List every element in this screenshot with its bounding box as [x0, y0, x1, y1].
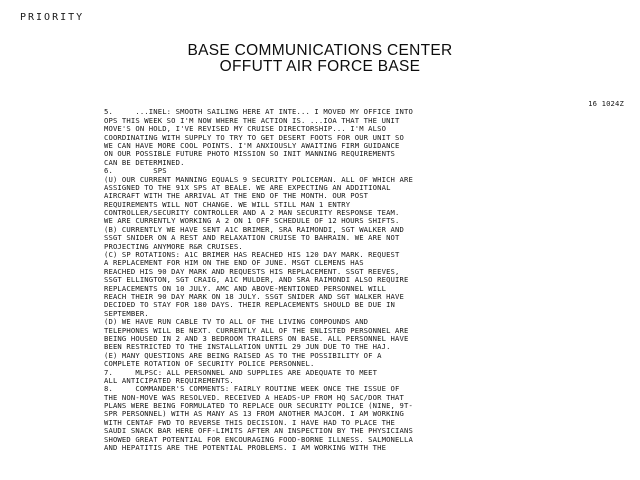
text-line: TELEPHONES WILL BE NEXT. CURRENTLY ALL OF THE ENLISTED PERSONNEL ARE [104, 326, 409, 335]
date-time-group: 16 1024Z [588, 100, 624, 108]
text-line: MOVE'S ON HOLD, I'VE REVISED MY CRUISE DIRECTORSHIP... I'M ALSO [104, 125, 387, 134]
text-line: AIRCRAFT WITH THE ARRIVAL AT THE END OF THE MONTH. OUR POST [104, 192, 369, 201]
text-line: 5. ...INEL: SMOOTH SAILING HERE AT INTE... I MOVED MY OFFICE INTO [104, 108, 413, 117]
text-line: SHOWED GREAT POTENTIAL FOR ENCOURAGING FOOD-BORNE ILLNESS. SALMONELLA [104, 435, 413, 444]
text-line: REQUIREMENTS WILL NOT CHANGE. WE WILL STILL MAN 1 ENTRY [104, 200, 351, 209]
document-title: BASE COMMUNICATIONS CENTER [187, 42, 453, 59]
text-line: WE CAN HAVE MORE COOL POINTS. I'M ANXIOUSLY AWAITING FIRM GUIDANCE [104, 141, 400, 150]
text-line: (B) CURRENTLY WE HAVE SENT A1C BRIMER, SRA RAIMONDI, SGT WALKER AND [104, 225, 404, 234]
text-line: SSGT SNIDER ON A REST AND RELAXATION CRUISE TO BAHRAIN. WE ARE NOT [104, 234, 400, 243]
text-line: CONTROLLER/SECURITY CONTROLLER AND A 2 MAN SECURITY RESPONSE TEAM. [104, 209, 400, 218]
text-line: ASSIGNED TO THE 91X SPS AT BEALE. WE ARE EXPECTING AN ADDITIONAL [104, 183, 391, 192]
text-line: (C) SP ROTATIONS: A1C BRIMER HAS REACHED HIS 120 DAY MARK. REQUEST [104, 251, 400, 260]
text-line: THE NON-MOVE WAS RESOLVED. RECEIVED A HEADS-UP FROM HQ SAC/DOR THAT [104, 393, 404, 402]
text-line: REPLACEMENTS ON 10 JULY. AMC AND ABOVE-MENTIONED PERSONNEL WILL [104, 284, 387, 293]
text-line: SPR PERSONNEL) WITH AS MANY AS 13 FROM ANOTHER MAJCOM. I AM WORKING [104, 410, 404, 419]
document-subtitle: OFFUTT AIR FORCE BASE [219, 58, 421, 75]
text-line: PLANS WERE BEING FORMULATED TO REPLACE OUR SECURITY POLICE (NINE, 9T- [104, 402, 413, 411]
text-line: WITH CENTAF FWD TO REVERSE THIS DECISION. I HAVE HAD TO PLACE THE [104, 418, 396, 427]
text-line: (D) WE HAVE RUN CABLE TV TO ALL OF THE LIVING COMPOUNDS AND [104, 318, 369, 327]
text-line: 7. MLPSC: ALL PERSONNEL AND SUPPLIES ARE ADEQUATE TO MEET [104, 368, 378, 377]
text-line: 8. COMMANDER'S COMMENTS: FAIRLY ROUTINE WEEK ONCE THE ISSUE OF [104, 385, 400, 394]
text-line: SEPTEMBER. [104, 309, 149, 318]
text-line: ON OUR POSSIBLE FUTURE PHOTO MISSION SO INIT MANNING REQUIREMENTS [104, 150, 396, 159]
text-line: REACHED HIS 90 DAY MARK AND REQUESTS HIS REPLACEMENT. SSGT REEVES, [104, 267, 400, 276]
text-line: REACH THEIR 90 DAY MARK ON 18 JULY. SSGT SNIDER AND SGT WALKER HAVE [104, 292, 404, 301]
message-body [104, 100, 634, 461]
text-line: BEING HOUSED IN 2 AND 3 BEDROOM TRAILERS ON BASE. ALL PERSONNEL HAVE [104, 334, 409, 343]
text-line: (E) MANY QUESTIONS ARE BEING RAISED AS TO THE POSSIBILITY OF A [104, 351, 382, 360]
priority-label: PRIORITY [20, 12, 85, 23]
page-reference [122, 107, 247, 108]
text-line: WE ARE CURRENTLY WORKING A 2 ON 1 OFF SCHEDULE OF 12 HOURS SHIFTS. [104, 217, 400, 226]
text-line: COORDINATING WITH SUPPLY TO TRY TO GET DESERT FOOTS FOR OUR UNIT SO [104, 133, 404, 142]
text-line: SSGT ELLINGTON, SGT CRAIG, A1C MULDER, AND SRA RAIMONDI ALSO REQUIRE [104, 276, 409, 285]
text-line: SAUDI SNACK BAR HERE OFF-LIMITS AFTER AN INSPECTION BY THE PHYSICIANS [104, 427, 413, 436]
text-line: 6. SPS [104, 167, 167, 176]
text-line: DECIDED TO STAY FOR 180 DAYS. THEIR REPLACEMENTS SHOULD BE DUE IN [104, 301, 396, 310]
page-header-line [104, 100, 634, 108]
text-line: (U) OUR CURRENT MANNING EQUALS 9 SECURITY POLICEMAN. ALL OF WHICH ARE [104, 175, 413, 184]
text-line: COMPLETE ROTATION OF SECURITY POLICE PERSONNEL. [104, 360, 315, 369]
text-line: A REPLACEMENT FOR HIM ON THE END OF JUNE. MSGT CLEMENS HAS [104, 259, 364, 268]
text-line: BEEN RESTRICTED TO THE INSTALLATION UNTIL 29 JUN DUE TO THE HAJ. [104, 343, 391, 352]
text-line [104, 452, 634, 460]
text-line: ALL ANTICIPATED REQUIREMENTS. [104, 376, 234, 385]
text-line: CAN BE DETERMINED. [104, 158, 185, 167]
text-line: AND HEPATITIS ARE THE POTENTIAL PROBLEMS. I AM WORKING WITH THE [104, 444, 387, 453]
text-line: PROJECTING ANYMORE R&R CRUISES. [104, 242, 243, 251]
text-line: OPS THIS WEEK SO I'M NOW WHERE THE ACTION IS. ...IOA THAT THE UNIT [104, 116, 400, 125]
